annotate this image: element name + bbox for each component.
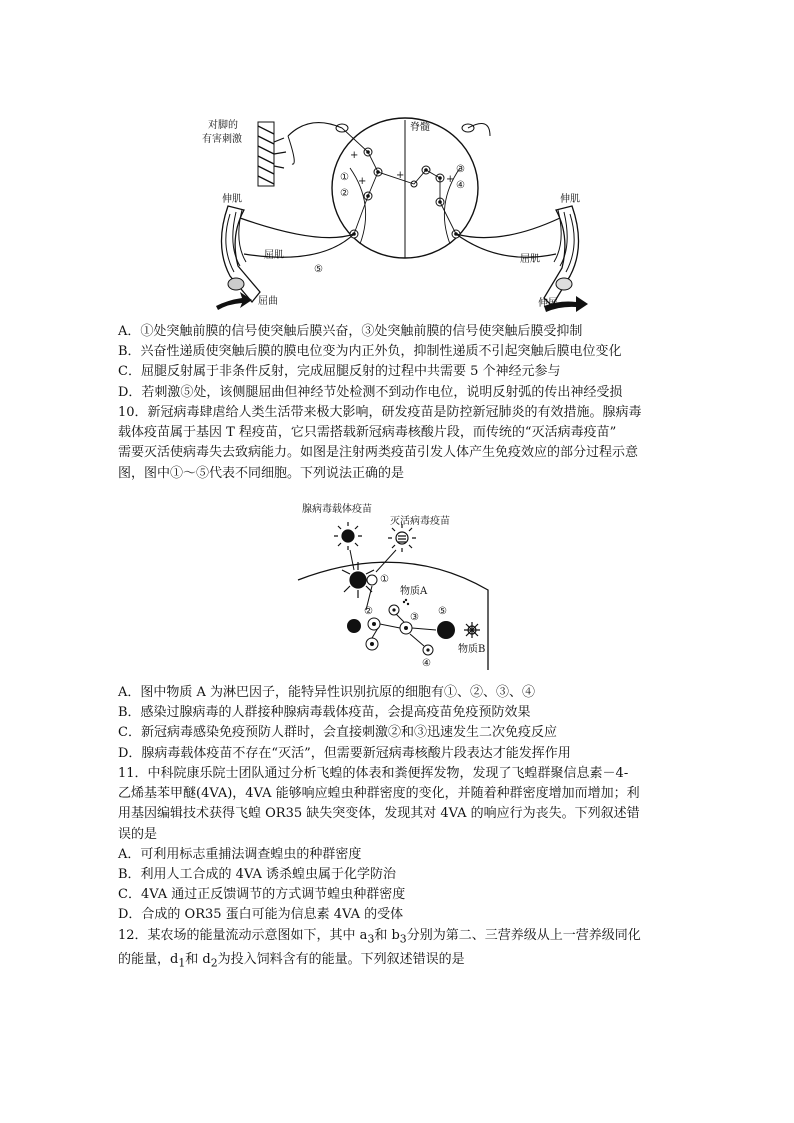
q12-sub-d1: 1 xyxy=(178,956,186,970)
cell-marker-5: ⑤ xyxy=(438,606,447,617)
q12-text-2b: 和 d xyxy=(185,951,211,967)
q12-sub-a3: 3 xyxy=(367,932,375,946)
cell-marker-4: ④ xyxy=(422,658,431,669)
q11-option-a: A．可利用标志重捕法调查蝗虫的种群密度 xyxy=(118,846,362,862)
q12-text-2c: 为投入饲料含有的能量。下列叙述错误的是 xyxy=(217,951,465,967)
marker-4: ④ xyxy=(456,180,465,191)
q11-option-b: B．利用人工合成的 4VA 诱杀蝗虫属于化学防治 xyxy=(118,867,396,883)
q12-stem xyxy=(118,926,718,974)
q10-option-d: D．腺病毒载体疫苗不存在“灭活”，但需要新冠病毒核酸片段表达才能发挥作用 xyxy=(118,745,571,761)
q11-stem-line-4: 误的是 xyxy=(118,826,158,842)
antibody-icon xyxy=(464,622,480,638)
reflex-arc-figure xyxy=(200,106,600,316)
q9-options xyxy=(118,322,718,403)
extensor-right-label: 伸肌 xyxy=(560,194,580,205)
q9-option-c: C．屈腿反射属于非条件反射，完成屈腿反射的过程中共需要 5 个神经元参与 xyxy=(118,364,561,380)
q12-text-1c: 分别为第二、三营养级从上一营养级同化 xyxy=(406,928,641,943)
spinal-cord-label: 脊髓 xyxy=(410,122,430,133)
q12-sub-d2: 2 xyxy=(210,956,218,970)
q12-text-1b: 和 b xyxy=(374,928,400,943)
adeno-virus-icon xyxy=(334,522,362,550)
flexion-label: 屈曲 xyxy=(258,296,278,307)
q11-stem-line-2: 乙烯基苯甲醚(4VA)，4VA 能够响应蝗虫种群密度的变化，并随着种群密度增加而增加；利 xyxy=(118,786,640,802)
inactivated-virus-icon xyxy=(388,524,416,552)
q12-text-1a: 12．某农场的能量流动示意图如下，其中 a xyxy=(118,928,368,943)
q10-stem-line-4: 图，图中①～⑤代表不同细胞。下列说法正确的是 xyxy=(118,465,405,481)
svg-text:+: + xyxy=(396,170,405,181)
q12-sub-b3: 3 xyxy=(399,932,407,946)
q10-options xyxy=(118,683,718,764)
q11-stem-line-3: 用基因编辑技术获得飞蝗 OR35 缺失突变体，发现其对 4VA 的响应行为丧失。下列叙述错 xyxy=(118,806,640,822)
q11-option-d: D．合成的 OR35 蛋白可能为信息素 4VA 的受体 xyxy=(118,907,404,923)
substance-a-label: 物质A xyxy=(400,586,428,597)
q10-option-a: A．图中物质 A 为淋巴因子，能特异性识别抗原的细胞有①、②、③、④ xyxy=(118,685,536,700)
q11-stem-line-1: 11．中科院康乐院士团队通过分析飞蝗的体表和粪便挥发物，发现了飞蝗群聚信息素－4- xyxy=(118,766,629,781)
vaccine-immune-figure xyxy=(292,500,504,672)
marker-2: ② xyxy=(340,188,349,199)
svg-text:+: + xyxy=(350,150,359,161)
marker-1: ① xyxy=(340,172,349,183)
q9-option-a: A．①处突触前膜的信号使突触后膜兴奋，③处突触前膜的信号使突触后膜受抑制 xyxy=(118,324,583,339)
q9-option-d: D．若刺激⑤处，该侧腿屈曲但神经节处检测不到动作电位，说明反射弧的传出神经受损 xyxy=(118,384,623,400)
q10-option-b: B．感染过腺病毒的人群接种腺病毒载体疫苗，会提高疫苗免疫预防效果 xyxy=(118,705,531,721)
q10-stem-line-2: 载体疫苗属于基因 T 程疫苗，它只需搭载新冠病毒核酸片段，而传统的“灭活病毒疫苗” xyxy=(118,425,617,441)
substance-b-label: 物质B xyxy=(458,644,486,655)
right-leg xyxy=(544,206,579,306)
cell-marker-3: ③ xyxy=(410,612,419,623)
cell-marker-2: ② xyxy=(364,606,373,617)
stimulus-skin-block xyxy=(258,122,274,186)
q12-text-2a: 的能量，d xyxy=(118,951,179,967)
cell-marker-1: ① xyxy=(380,574,389,585)
stimulus-label-1: 对脚的 xyxy=(208,120,238,131)
q12-stem-line-2 xyxy=(118,950,718,974)
q11-option-c: C．4VA 通过正反馈调节的方式调节蝗虫种群密度 xyxy=(118,887,406,903)
q12-stem-line-1 xyxy=(118,926,718,950)
q11-block xyxy=(118,764,718,926)
cell-left xyxy=(347,619,361,633)
cell-5 xyxy=(437,621,455,639)
extension-label: 伸展 xyxy=(538,298,558,309)
inactivated-vaccine-label: 灭活病毒疫苗 xyxy=(390,516,450,527)
svg-text:+: + xyxy=(358,176,367,187)
adeno-vaccine-label: 腺病毒载体疫苗 xyxy=(302,504,372,515)
q10-option-c: C．新冠病毒感染免疫预防人群时，会直接刺激②和③迅速发生二次免疫反应 xyxy=(118,725,557,741)
extensor-left-label: 伸肌 xyxy=(222,194,242,205)
flexor-left-label: 屈肌 xyxy=(264,250,284,261)
q10-stem xyxy=(118,403,718,484)
flexor-right-label: 屈肌 xyxy=(520,254,540,265)
stimulus-label-2: 有害刺激 xyxy=(202,134,242,145)
marker-5: ⑤ xyxy=(314,264,323,275)
q10-stem-line-3: 需要灭活使病毒失去致病能力。如图是注射两类疫苗引发人体产生免疫效应的部分过程示意 xyxy=(118,445,639,461)
q10-stem-line-1: 10．新冠病毒肆虐给人类生活带来极大影响，研发疫苗是防控新冠肺炎的有效措施。腺病毒 xyxy=(118,405,642,420)
q9-option-b: B．兴奋性递质使突触后膜的膜电位变为内正外负，抑制性递质不引起突触后膜电位变化 xyxy=(118,344,622,360)
svg-text:+: + xyxy=(446,174,455,185)
marker-3: ③ xyxy=(456,164,465,175)
